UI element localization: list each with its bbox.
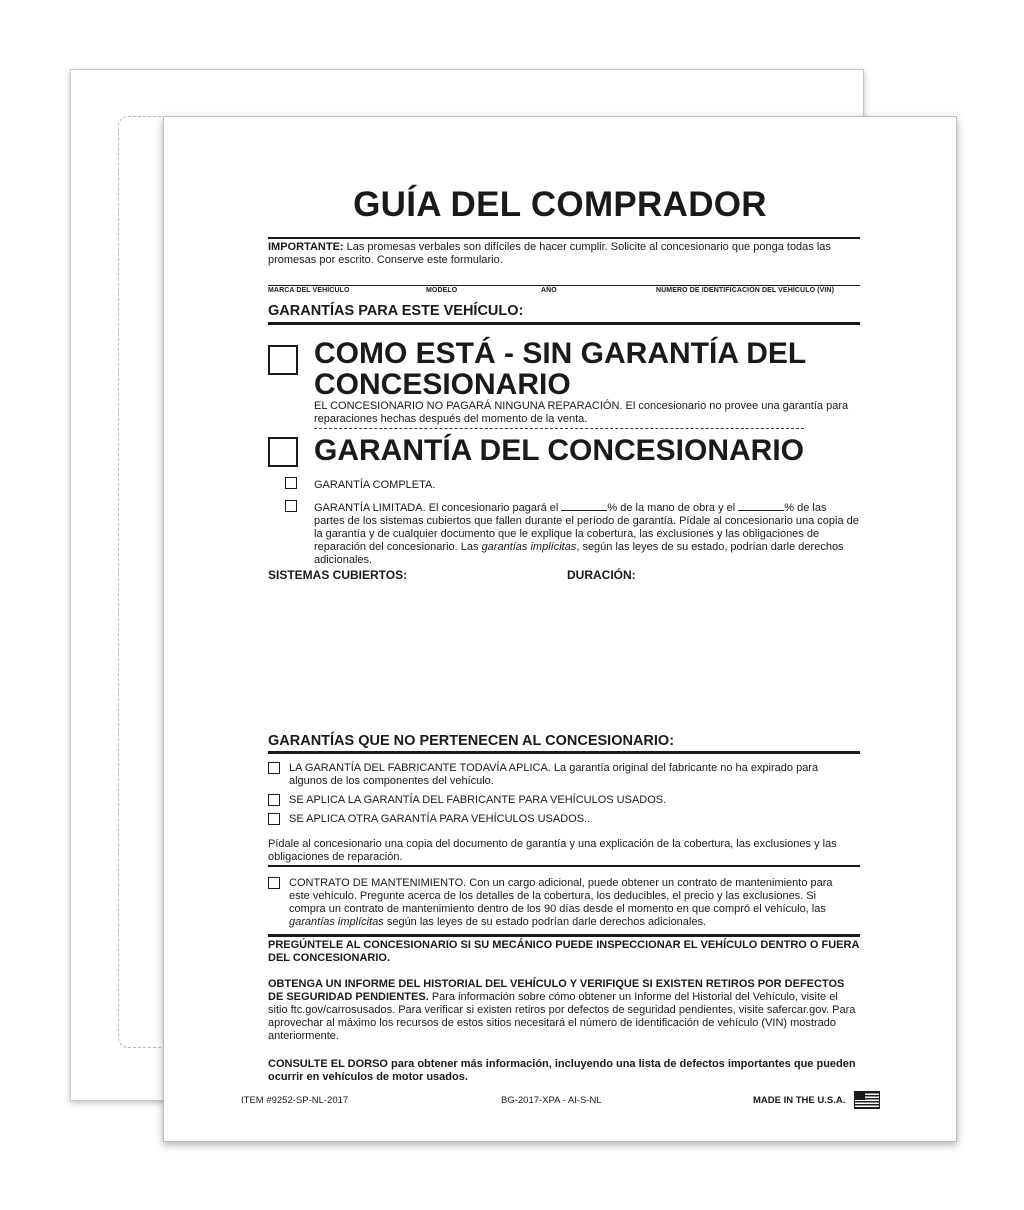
importante-text: Las promesas verbales son difíciles de hacer cumplir. Solicite al concesionario que ponga todas las promesas por escrito. Conserve este formulario. bbox=[268, 241, 831, 266]
limited-warranty-text bbox=[314, 502, 860, 567]
as-is-title bbox=[314, 338, 806, 400]
warranties-heading-rule bbox=[268, 322, 860, 325]
other-warranty-checkbox[interactable] bbox=[268, 813, 280, 825]
limited-text-d: de los sistemas cubiertos que fallen durante el período de garantía. Pídale al concesionario una copia de la garantía y de cualquier documento que le explique la cobertura, las exclusiones y las obligaciones de reparación del concesionario. Las bbox=[314, 515, 859, 553]
as-is-title-line1: COMO ESTÁ - SIN GARANTÍA DEL bbox=[314, 337, 807, 370]
full-warranty-checkbox[interactable] bbox=[285, 477, 297, 489]
limited-text-implied: garantías implícitas bbox=[481, 541, 577, 553]
title-rule bbox=[268, 237, 860, 239]
buyers-guide-sheet bbox=[163, 116, 957, 1142]
field-model: MODELO bbox=[426, 287, 458, 294]
full-warranty-label: GARANTÍA COMPLETA. bbox=[314, 479, 436, 491]
us-flag-icon bbox=[854, 1091, 880, 1109]
systems-covered-label: SISTEMAS CUBIERTOS: bbox=[268, 568, 408, 582]
non-dealer-heading: GARANTÍAS QUE NO PERTENECEN AL CONCESIONARIO: bbox=[268, 733, 675, 749]
non-dealer-heading-rule bbox=[268, 751, 860, 754]
back-side-notice: CONSULTE EL DORSO para obtener más información, incluyendo una lista de defectos importantes que pueden ocurrir en vehículos de motor usados. bbox=[268, 1058, 856, 1083]
labor-percent-blank[interactable] bbox=[561, 502, 607, 511]
dealer-warranty-checkbox[interactable] bbox=[268, 437, 298, 467]
dealer-warranty-title: GARANTÍA DEL CONCESIONARIO bbox=[314, 434, 805, 467]
service-contract-rule bbox=[268, 865, 860, 867]
used-vehicle-warranty-text: SE APLICA LA GARANTÍA DEL FABRICANTE PARA VEHÍCULOS USADOS. bbox=[289, 794, 667, 806]
field-make: MARCA DEL VEHÍCULO bbox=[268, 287, 350, 294]
limited-text-b: % de la mano de obra y el bbox=[607, 502, 736, 514]
service-contract-text bbox=[289, 877, 849, 929]
service-contract-checkbox[interactable] bbox=[268, 877, 280, 889]
history-notice-bold: OBTENGA UN INFORME DEL HISTORIAL DEL VEHÍCULO Y VERIFIQUE SI EXISTEN RETIROS POR DEFECTOS DE SEGURIDAD PENDIENTES. bbox=[268, 978, 845, 1003]
field-year: AÑO bbox=[541, 287, 557, 294]
as-is-title-line2: CONCESIONARIO bbox=[314, 368, 571, 401]
importante-notice bbox=[268, 241, 860, 267]
item-number: ITEM #9252-SP-NL-2017 bbox=[241, 1095, 349, 1106]
manufacturer-warranty-checkbox[interactable] bbox=[268, 762, 280, 774]
parts-percent-blank[interactable] bbox=[738, 502, 784, 511]
service-contract-text-c: según las leyes de su estado podrían darle derechos adicionales. bbox=[386, 916, 707, 928]
other-warranty-text: SE APLICA OTRA GARANTÍA PARA VEHÍCULOS USADOS.. bbox=[289, 813, 591, 825]
service-contract-text-a: CONTRATO DE MANTENIMIENTO. Con un cargo adicional, puede obtener un contrato de mantenimiento para este vehículo. Pregunte acerca de los detalles de la cobertura, los deducibles, el precio y las exclusiones. Si compra un contrato de mantenimiento dentro de los 90 días desde el momento en que compró el vehículo, las bbox=[289, 877, 833, 915]
limited-text-f: , según las leyes de su estado, podrían darle derechos adicionales. bbox=[314, 541, 844, 566]
vehicle-fields-top-rule bbox=[268, 285, 860, 286]
page-title: GUÍA DEL COMPRADOR bbox=[353, 185, 767, 224]
importante-label: IMPORTANTE: bbox=[268, 241, 344, 253]
inspection-notice: PREGÚNTELE AL CONCESIONARIO SI SU MECÁNICO PUEDE INSPECCIONAR EL VEHÍCULO DENTRO O FUERA DEL CONCESIONARIO. bbox=[268, 939, 859, 964]
made-in-usa: MADE IN THE U.S.A. bbox=[753, 1095, 846, 1106]
non-dealer-note: Pídale al concesionario una copia del documento de garantía y una explicación de la cobertura, las exclusiones y las obligaciones de reparación. bbox=[268, 838, 837, 863]
limited-text-c: % de las partes bbox=[314, 502, 827, 527]
manufacturer-warranty-text: LA GARANTÍA DEL FABRICANTE TODAVÍA APLICA. La garantía original del fabricante no ha expirado para algunos de los componentes del vehículo. bbox=[289, 762, 819, 787]
form-code: BG-2017-XPA - AI-S-NL bbox=[501, 1095, 602, 1106]
service-contract-implied: garantías implícitas bbox=[289, 916, 384, 928]
history-notice bbox=[268, 978, 860, 1043]
limited-text-a: GARANTÍA LIMITADA. El concesionario pagará el bbox=[314, 502, 559, 514]
used-vehicle-warranty-checkbox[interactable] bbox=[268, 794, 280, 806]
duration-label: DURACIÓN: bbox=[567, 568, 636, 582]
history-notice-text: Para información sobre cómo obtener un Informe del Historial del Vehículo, visite el sitio ftc.gov/carrosusados. Para verificar si existen retiros por defectos de seguridad pendientes, visite safercar.gov. Para aprovechar al máximo los recursos de estos sitios necesitará el número de identificación de vehículo (VIN) mostrado anteriormente. bbox=[268, 991, 856, 1042]
field-vin: NÚMERO DE IDENTIFICACIÓN DEL VEHÍCULO (VIN) bbox=[656, 287, 835, 294]
warranties-heading: GARANTÍAS PARA ESTE VEHÍCULO: bbox=[268, 303, 524, 319]
as-is-checkbox[interactable] bbox=[268, 345, 298, 375]
notices-rule bbox=[268, 934, 860, 937]
as-is-description: EL CONCESIONARIO NO PAGARÁ NINGUNA REPARACIÓN. El concesionario no provee una garantía para reparaciones hechas después del momento de la venta. bbox=[314, 400, 849, 425]
dashed-divider bbox=[314, 428, 804, 429]
limited-warranty-checkbox[interactable] bbox=[285, 500, 297, 512]
